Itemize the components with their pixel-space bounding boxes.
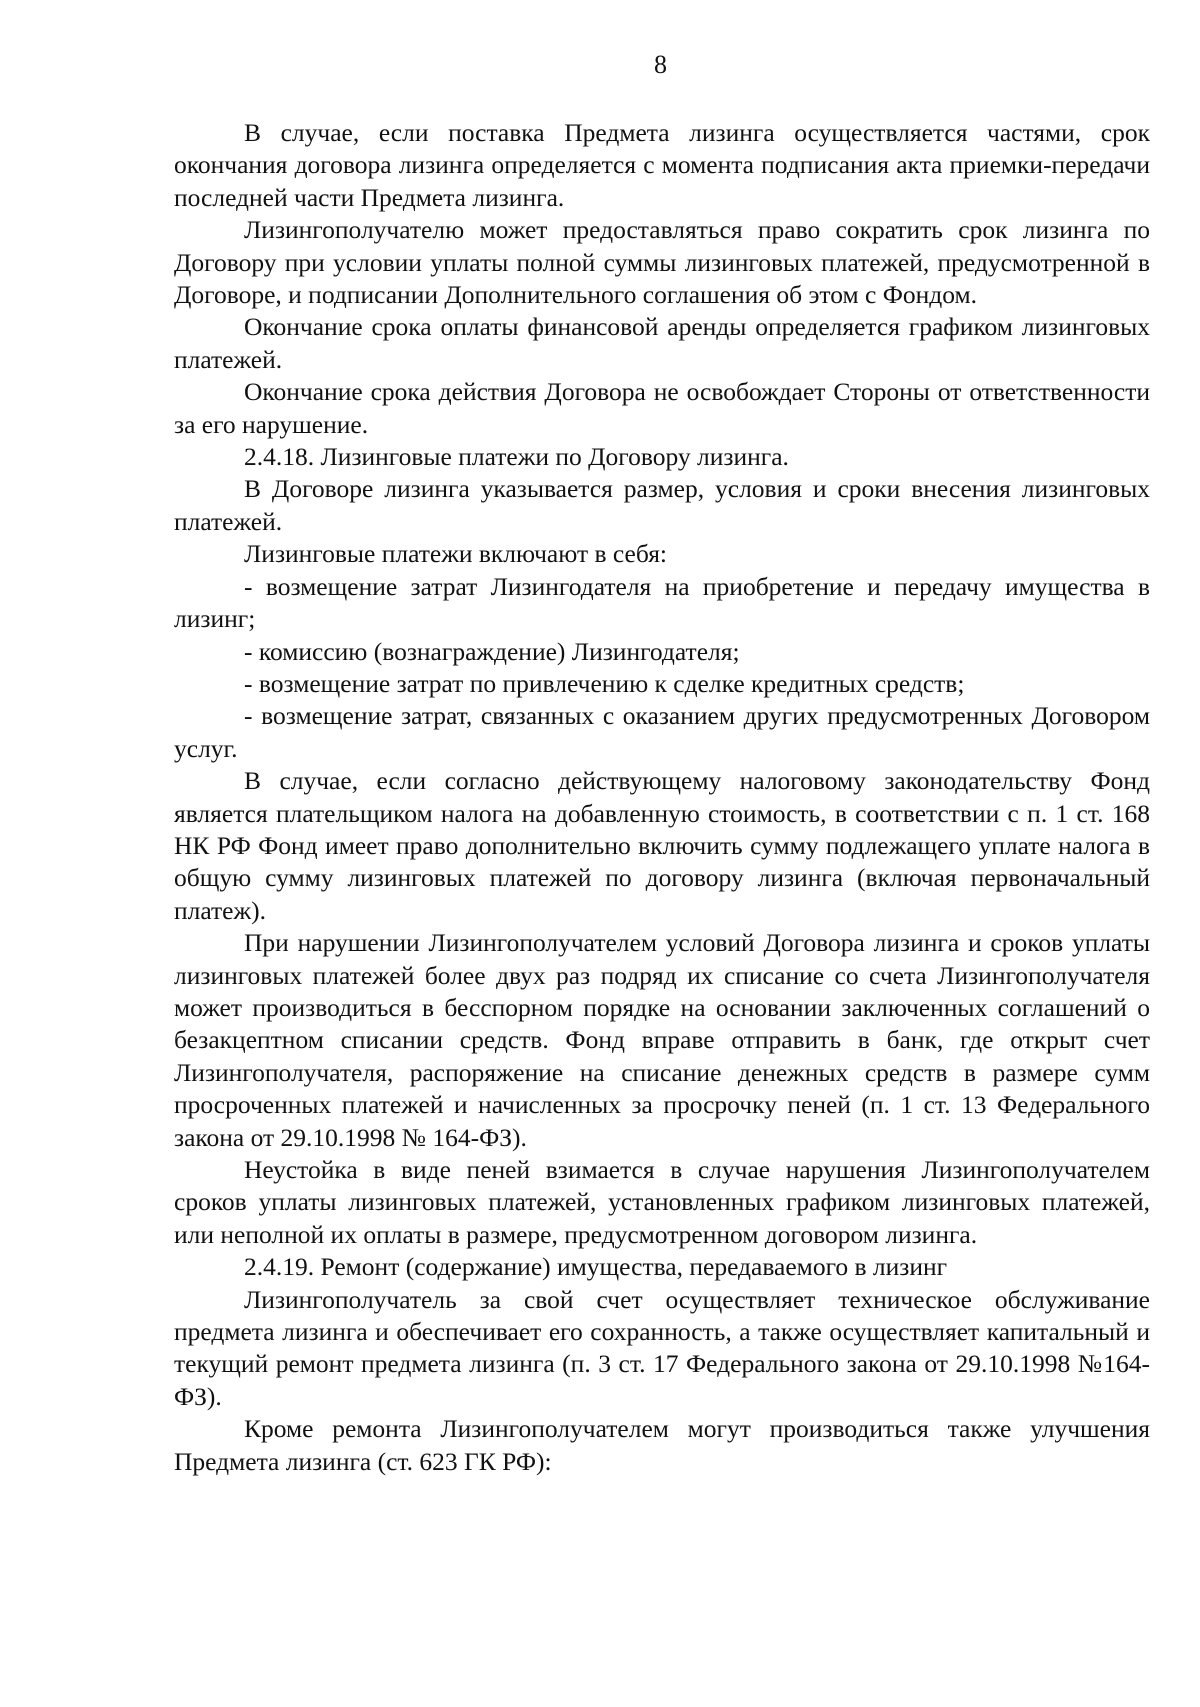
- paragraph-payments-include: Лизинговые платежи включают в себя:: [244, 539, 668, 569]
- document-body: [174, 117, 1150, 1478]
- list-item-commission: - комиссию (вознаграждение) Лизингодателя;: [244, 636, 740, 666]
- paragraph-maintenance: Лизингополучатель за свой счет осуществляет техническое обслуживание предмета лизинга и обеспечивает его сохранность, а также осуществляет капитальный и текущий ремонт предмета лизинга (п. 3 ст. 17 Федерального закона от 29.10.1998 №164-ФЗ).: [174, 1284, 1150, 1411]
- paragraph-undisputed-debit: При нарушении Лизингополучателем условий Договора лизинга и сроков уплаты лизинговых платежей более двух раз подряд их списание со счета Лизингополучателя может производиться в бесспорном порядке на основании заключенных соглашений о безакцептном списании средств. Фонд вправе отправить в банк, где открыт счет Лизингополучателя, распоряжение на списание денежных средств в размере сумм просроченных платежей и начисленных за просрочку пеней (п. 1 ст. 13 Федерального закона от 29.10.1998 № 164-ФЗ).: [174, 928, 1150, 1152]
- section-heading-2-4-18: 2.4.18. Лизинговые платежи по Договору лизинга.: [244, 442, 789, 472]
- paragraph-delivery-in-parts: В случае, если поставка Предмета лизинга осуществляется частями, срок окончания договора лизинга определяется с момента подписания акта приемки-передачи последней части Предмета лизинга.: [174, 118, 1150, 212]
- list-item-other-services: - возмещение затрат, связанных с оказанием других предусмотренных Договором услуг.: [174, 701, 1150, 763]
- paragraph-payment-conditions: В Договоре лизинга указывается размер, условия и сроки внесения лизинговых платежей.: [174, 474, 1150, 536]
- page-number: 8: [654, 50, 667, 79]
- paragraph-improvements: Кроме ремонта Лизингополучателем могут производиться также улучшения Предмета лизинга (ст. 623 ГК РФ):: [174, 1414, 1150, 1476]
- paragraph-liability: Окончание срока действия Договора не освобождает Стороны от ответственности за его нарушение.: [174, 377, 1150, 439]
- paragraph-penalty: Неустойка в виде пеней взимается в случае нарушения Лизингополучателем сроков уплаты лизинговых платежей, установленных графиком лизинговых платежей, или неполной их оплаты в размере, предусмотренном договором лизинга.: [174, 1155, 1150, 1249]
- list-item-cost-reimbursement: - возмещение затрат Лизингодателя на приобретение и передачу имущества в лизинг;: [174, 571, 1150, 634]
- section-heading-2-4-19: 2.4.19. Ремонт (содержание) имущества, передаваемого в лизинг: [244, 1252, 948, 1282]
- paragraph-early-termination-right: Лизингополучателю может предоставляться право сократить срок лизинга по Договору при условии уплаты полной суммы лизинговых платежей, предусмотренной в Договоре, и подписании Дополнительного соглашения об этом с Фондом.: [174, 215, 1150, 310]
- paragraph-vat: В случае, если согласно действующему налоговому законодательству Фонд является плательщиком налога на добавленную стоимость, в соответствии с п. 1 ст. 168 НК РФ Фонд имеет право дополнительно включить сумму подлежащего уплате налога в общую сумму лизинговых платежей по договору лизинга (включая первоначальный платеж).: [174, 766, 1150, 925]
- list-item-credit-costs: - возмещение затрат по привлечению к сделке кредитных средств;: [244, 668, 965, 698]
- paragraph-payment-term-end: Окончание срока оплаты финансовой аренды определяется графиком лизинговых платежей.: [174, 312, 1150, 374]
